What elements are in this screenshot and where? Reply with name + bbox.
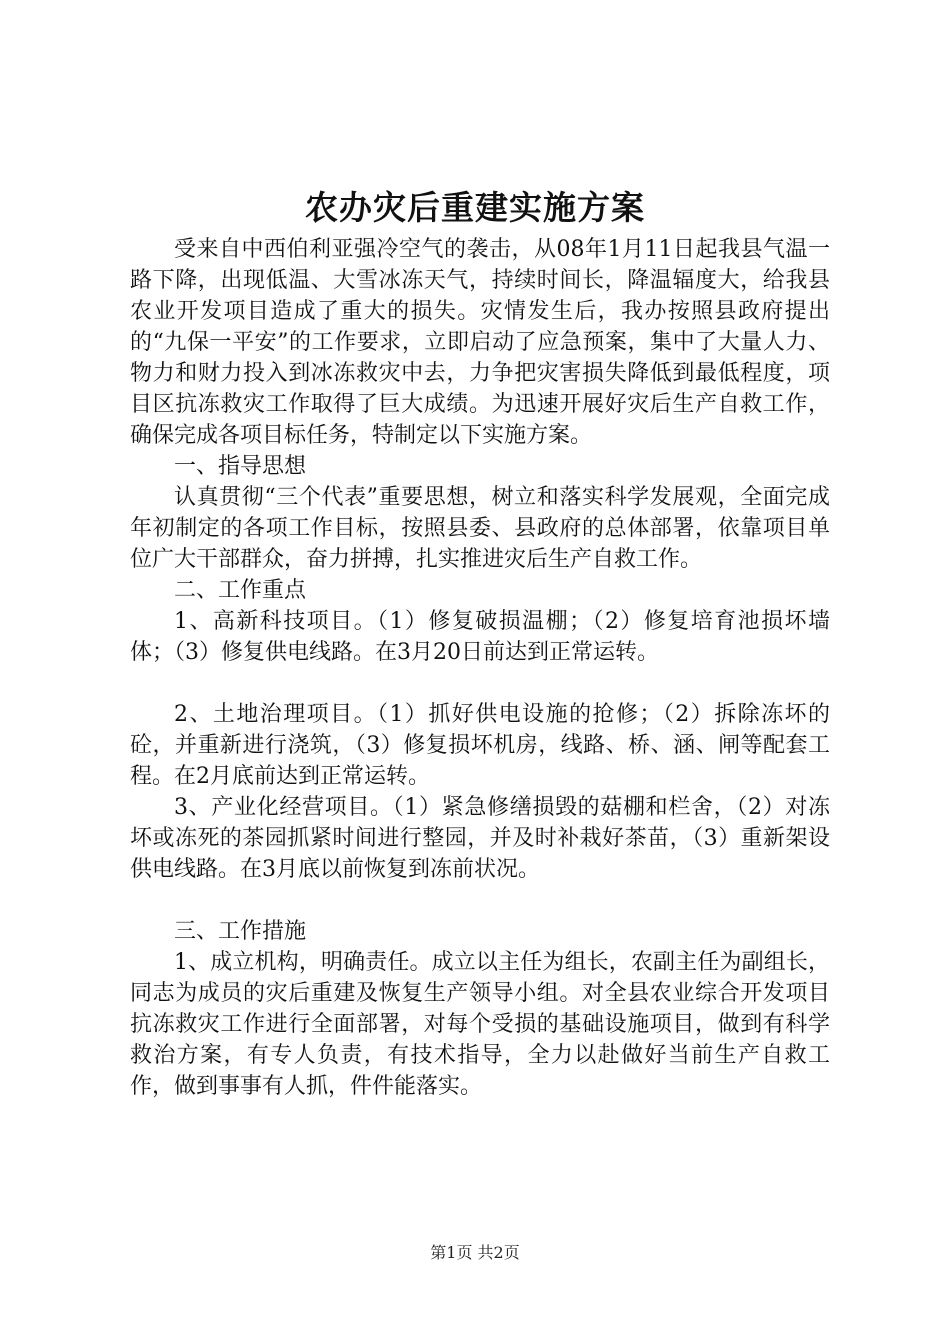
section-heading-guiding-thought: 一、指导思想 (174, 454, 307, 479)
section-heading-work-focus: 二、工作重点 (174, 578, 307, 603)
measure-item-1: 1、成立机构，明确责任。成立以主任为组长，农副主任为副组长，同志为成员的灾后重建及恢复生产领导小组。对全县农业综合开发项目抗冻救灾工作进行全面部署，对每个受损的基础设施项目，做到有科学救治方案，有专人负责，有技术指导，全力以赴做好当前生产自救工作，做到事事有人抓，件件能落实。 (130, 950, 830, 1099)
focus-item-3: 3、产业化经营项目。（1）紧急修缮损毁的菇棚和栏舍，（2）对冻坏或冻死的茶园抓紧时间进行整园，并及时补栽好茶苗，（3）重新架设供电线路。在3月底以前恢复到冻前状况。 (130, 795, 830, 882)
intro-paragraph: 受来自中西伯利亚强冷空气的袭击，从08年1月11日起我县气温一路下降，出现低温、大雪冰冻天气，持续时间长，降温辐度大，给我县农业开发项目造成了重大的损失。灾情发生后，我办按照县政府提出的“九保一平安”的工作要求，立即启动了应急预案，集中了大量人力、物力和财力投入到冰冻救灾中去，力争把灾害损失降低到最低程度，项目区抗冻救灾工作取得了巨大成绩。为迅速开展好灾后生产自救工作，确保完成各项目标任务，特制定以下实施方案。 (130, 237, 830, 448)
document-title: 农办灾后重建实施方案 (305, 188, 645, 227)
focus-item-1: 1、高新科技项目。（1）修复破损温棚；（2）修复培育池损坏墙体；（3）修复供电线路。在3月20日前达到正常运转。 (130, 609, 830, 665)
guiding-thought-paragraph: 认真贯彻“三个代表”重要思想，树立和落实科学发展观，全面完成年初制定的各项工作目标，按照县委、县政府的总体部署，依靠项目单位广大干部群众，奋力拼搏，扎实推进灾后生产自救工作。 (130, 485, 830, 572)
focus-item-2: 2、土地治理项目。（1）抓好供电设施的抢修；（2）拆除冻坏的砼，并重新进行浇筑，（3）修复损坏机房，线路、桥、涵、闸等配套工程。在2月底前达到正常运转。 (130, 702, 830, 789)
section-heading-work-measures: 三、工作措施 (174, 919, 307, 944)
document-body (130, 234, 830, 1102)
page-footer: 第1页 共2页 (430, 1243, 520, 1262)
